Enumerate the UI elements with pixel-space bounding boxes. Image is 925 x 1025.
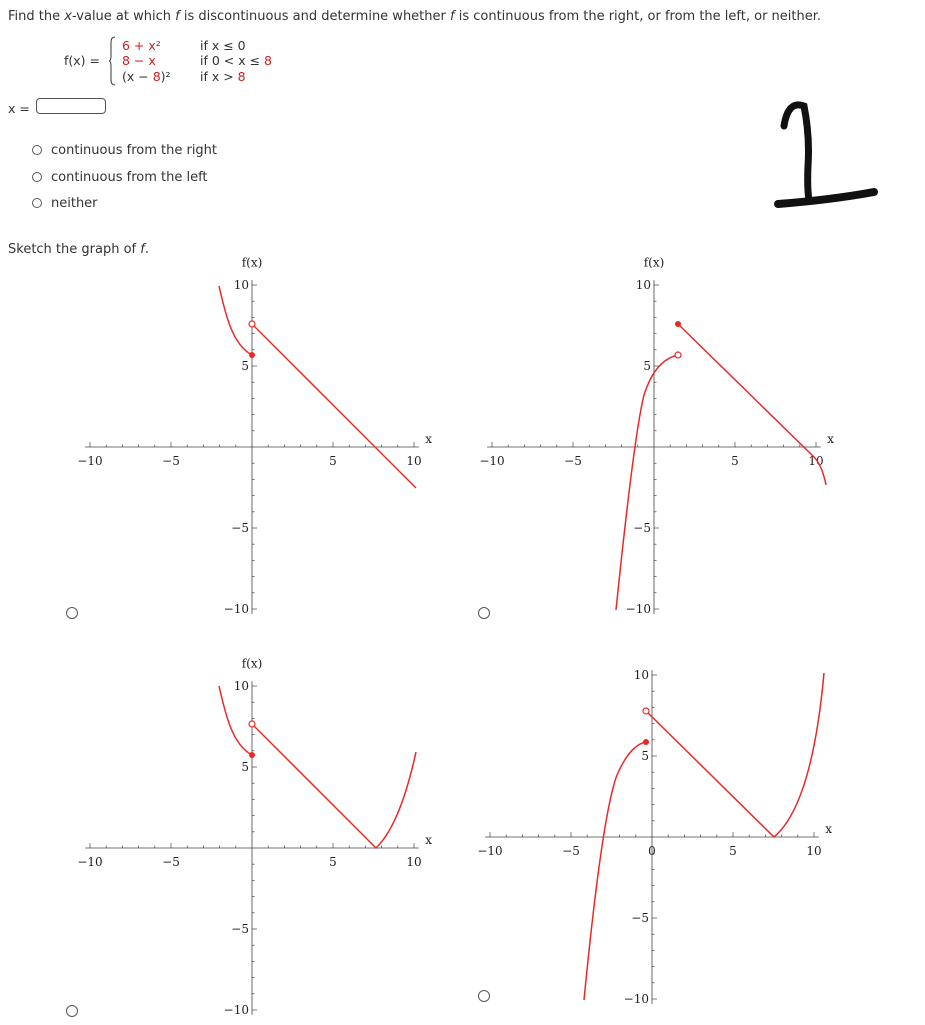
graph-2-x-tick-label: 5 [731, 454, 739, 468]
graph-4-curve-left [584, 742, 646, 1000]
graph-3-axes [77, 656, 432, 1017]
graph-3-x-tick-label: −10 [77, 855, 103, 869]
piece-1-cond: if x ≤ 0 [200, 38, 246, 53]
graph-3-y-axis-label: f(x) [241, 656, 263, 671]
graph-4-x-tick-label: 5 [729, 844, 737, 858]
graph-1-y-tick-label: −10 [223, 602, 249, 616]
graph-4-x-tick-label: 10 [806, 844, 822, 858]
graph-1-y-axis-label: f(x) [241, 255, 263, 270]
graph-4-y-tick-label: 10 [633, 668, 649, 682]
graph-2-y-tick-label: −5 [633, 521, 651, 535]
graph-2-x-axis-label: x [827, 432, 834, 446]
graph-1-open-point [249, 321, 255, 327]
radio-continuous-left[interactable] [32, 172, 42, 182]
graph-2-x-tick-label: −5 [564, 454, 582, 468]
graph-4-y-tick-label: −5 [631, 911, 649, 925]
graph-3-x-tick-label: 5 [329, 855, 337, 869]
graph-option-2[interactable] [412, 255, 852, 625]
option-continuous-right[interactable]: continuous from the right [32, 141, 217, 159]
piece-3-expr: (x − 8)² [122, 69, 171, 84]
graph-3-curve-left [219, 686, 252, 755]
radio-neither[interactable] [32, 198, 42, 208]
x-answer-input[interactable] [36, 98, 106, 114]
graph-3-y-tick-label: −10 [223, 1003, 249, 1017]
graph-1-closed-point [249, 352, 255, 358]
graph-2-curve-line [678, 324, 826, 485]
graph-1-x-tick-label: 5 [329, 454, 337, 468]
graph-2-y-tick-label: 5 [643, 359, 651, 373]
piece-2-expr: 8 − x [122, 53, 156, 68]
graph-2-closed-point [675, 321, 681, 327]
graph-3-x-tick-label: 10 [406, 855, 422, 869]
graph-3-x-axis-label: x [425, 833, 432, 847]
function-label: f(x) = [64, 53, 100, 68]
graph-1-y-tick-label: −5 [231, 521, 249, 535]
sketch-prompt: Sketch the graph of f. [8, 242, 149, 257]
graph-1-x-tick-label: −5 [162, 454, 180, 468]
graph-option-3[interactable] [0, 655, 440, 1025]
graph-1-curve-left [219, 286, 252, 355]
graph-option-4[interactable] [412, 655, 852, 1025]
graph-3-open-point [249, 721, 255, 727]
graph-2-open-point [675, 352, 681, 358]
graph-2-x-tick-label: −10 [479, 454, 505, 468]
graph-1-x-tick-label: 10 [406, 454, 422, 468]
graph-2-y-axis-label: f(x) [643, 255, 665, 270]
piecewise-brace [109, 36, 116, 86]
graph-2-curve-left [616, 355, 678, 610]
piece-1-expr: 6 + x² [122, 38, 161, 53]
graph-3-closed-point [249, 752, 255, 758]
graph-1-y-tick-label: 5 [241, 359, 249, 373]
graph-4-x-axis-label: x [825, 822, 832, 836]
radio-continuous-right[interactable] [32, 145, 42, 155]
piece-3-cond: if x > 8 [200, 69, 246, 84]
graph-4-curve-line [646, 673, 824, 837]
graph-2-axes [479, 255, 834, 616]
graph-option-1[interactable] [0, 255, 440, 625]
handwritten-mark [770, 96, 885, 212]
option-continuous-left[interactable]: continuous from the left [32, 168, 208, 186]
graph-1-x-tick-label: −10 [77, 454, 103, 468]
graph-4-y-tick-label: −10 [623, 992, 649, 1006]
x-answer-label: x = [8, 101, 30, 116]
graph-3-x-tick-label: −5 [162, 855, 180, 869]
graph-3-y-tick-label: 5 [241, 760, 249, 774]
graph-1-axes [77, 255, 432, 616]
question-text: Find the x-value at which f is discontinuous and determine whether f is continuous from the right, or from the left, or neither. [8, 9, 822, 24]
graph-1-x-axis-label: x [425, 432, 432, 446]
graph-2-y-tick-label: 10 [635, 278, 651, 292]
graph-3-y-tick-label: −5 [231, 922, 249, 936]
graph-4-x-tick-label: −5 [562, 844, 580, 858]
graph-1-y-tick-label: 10 [233, 278, 249, 292]
graph-2-y-tick-label: −10 [625, 602, 651, 616]
graph-4-open-point [643, 708, 649, 714]
graph-3-curve-line [252, 724, 416, 848]
graph-4-y-tick-label: 5 [641, 749, 649, 763]
piece-2-cond: if 0 < x ≤ 8 [200, 53, 272, 68]
graph-4-zero-label: 0 [648, 844, 656, 858]
option-neither[interactable]: neither [32, 194, 98, 212]
graph-4-x-tick-label: −10 [477, 844, 503, 858]
graph-2-x-tick-label: 10 [808, 454, 824, 468]
graph-3-y-tick-label: 10 [233, 679, 249, 693]
graph-4-closed-point [643, 739, 649, 745]
